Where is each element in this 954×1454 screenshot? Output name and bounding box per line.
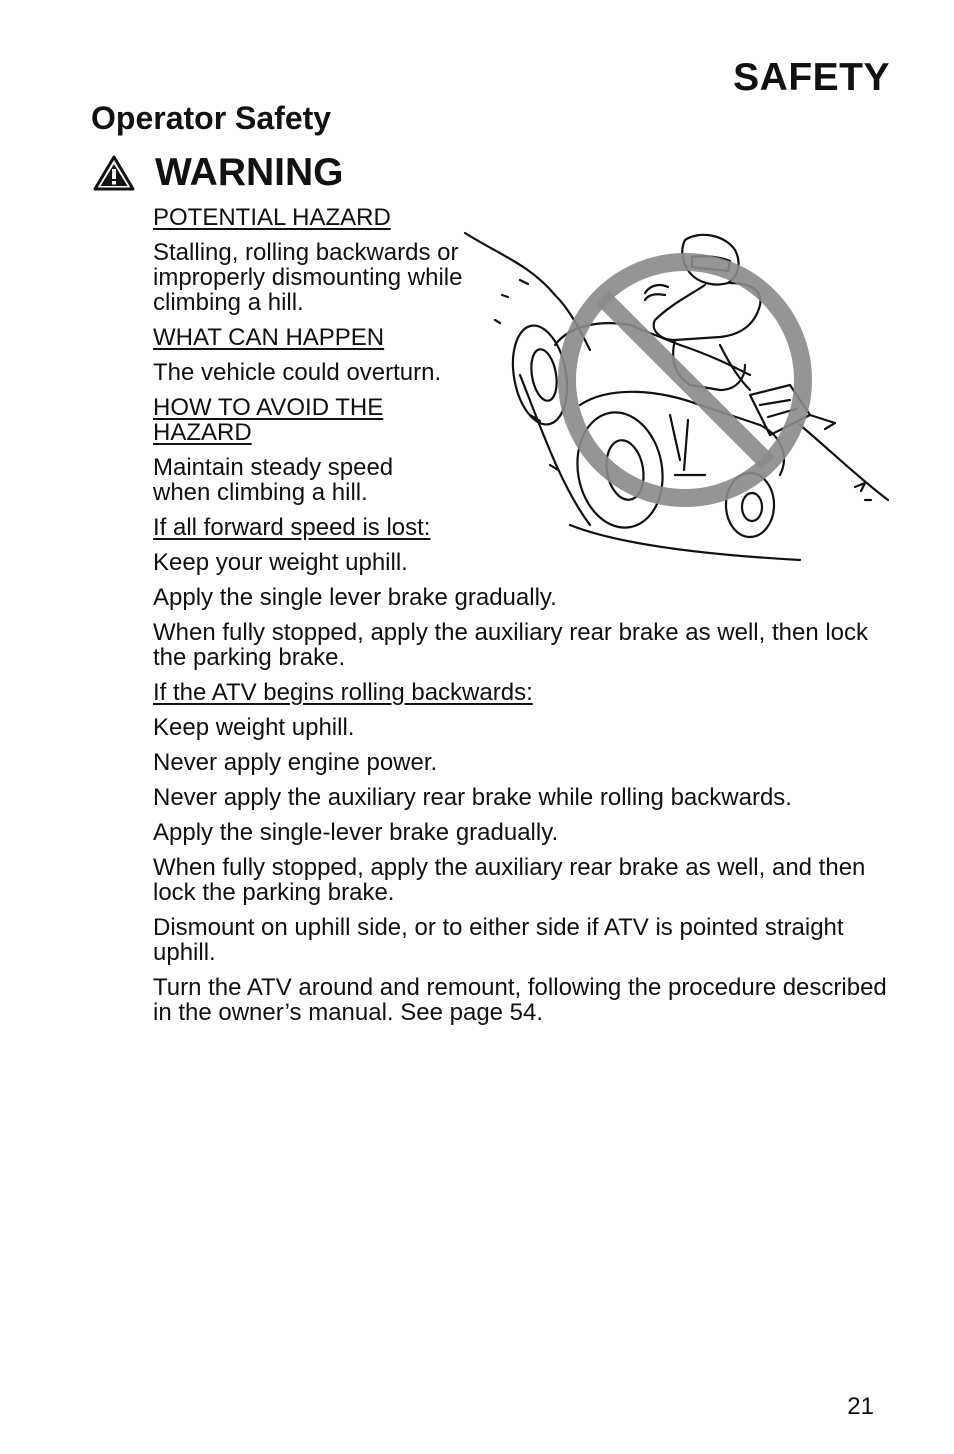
page-number: 21 [847, 1393, 874, 1420]
list-item: When fully stopped, apply the auxiliary rear brake as well, and then lock the parking brake. [153, 854, 866, 906]
list-item: When fully stopped, apply the auxiliary rear brake as well, then lock the parking brake. [153, 619, 869, 671]
list-item: Keep weight uphill. [153, 714, 355, 741]
list-item: Apply the single-lever brake gradually. [153, 819, 559, 846]
subsection-title: Operator Safety [91, 100, 332, 136]
list-item: Never apply the auxiliary rear brake while rolling backwards. [153, 784, 792, 811]
atv-hill-climb-prohibited-icon [460, 225, 892, 570]
list-item: Keep your weight uphill. [153, 549, 408, 576]
what-can-happen-text: The vehicle could overturn. [153, 359, 442, 386]
rolling-backwards-heading: If the ATV begins rolling backwards: [153, 679, 533, 706]
list-item: Never apply engine power. [153, 749, 438, 776]
list-item: Turn the ATV around and remount, following the procedure described in the owner’s manual. See page 54. [153, 974, 887, 1026]
list-item: Apply the single lever brake gradually. [153, 584, 557, 611]
warning-label: WARNING [155, 151, 344, 194]
what-can-happen-heading: WHAT CAN HAPPEN [153, 324, 385, 351]
warning-heading [93, 151, 344, 195]
list-item: Dismount on uphill side, or to either side if ATV is pointed straight uphill. [153, 914, 844, 966]
potential-hazard-heading: POTENTIAL HAZARD [153, 204, 391, 231]
how-to-avoid-text: Maintain steady speed when climbing a hill. [153, 454, 394, 506]
section-title: SAFETY [733, 56, 890, 99]
how-to-avoid-heading: HOW TO AVOID THE HAZARD [153, 394, 384, 446]
forward-speed-lost-heading: If all forward speed is lost: [153, 514, 431, 541]
potential-hazard-text: Stalling, rolling backwards or improperly dismounting while climbing a hill. [153, 239, 463, 316]
warning-triangle-icon [93, 155, 135, 191]
